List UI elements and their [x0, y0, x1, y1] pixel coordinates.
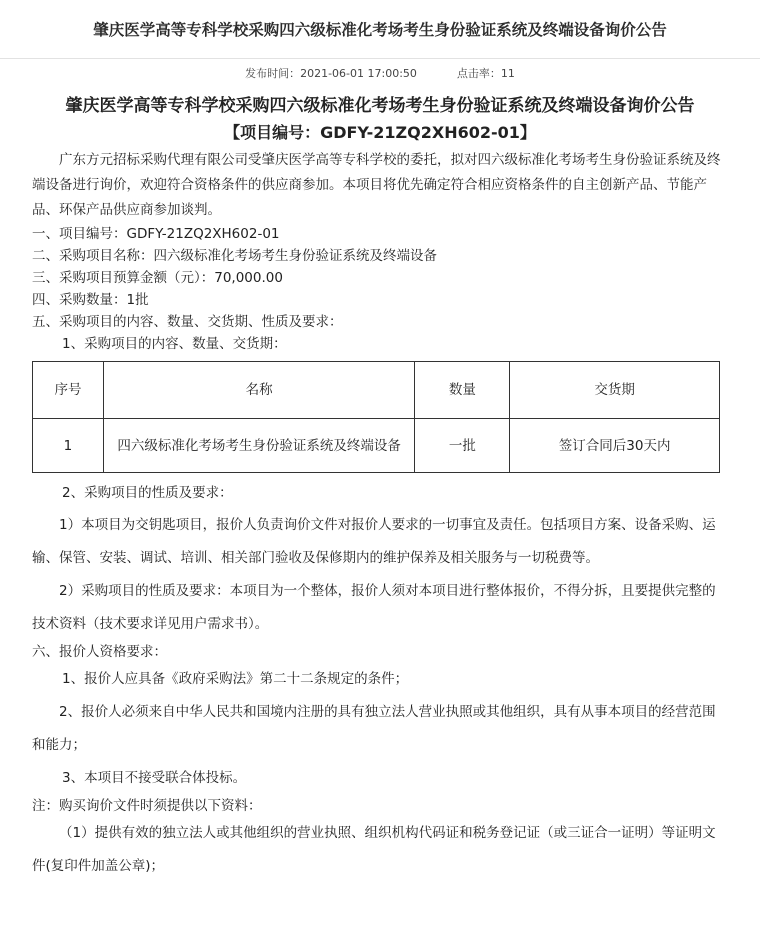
section-6: 六、报价人资格要求：	[32, 644, 167, 660]
table-header-row	[33, 362, 720, 419]
table-row	[33, 419, 720, 473]
article-title: 肇庆医学高等专科学校采购四六级标准化考场考生身份验证系统及终端设备询价公告	[65, 96, 695, 116]
table-header-cell: 交货期	[510, 362, 720, 419]
note-title: 注：购买询价文件时须提供以下资料：	[32, 798, 262, 814]
section-6-3: 3、本项目不接受联合体投标。	[62, 770, 247, 786]
procurement-table	[32, 361, 720, 473]
click-count: 点击率：11	[456, 67, 515, 80]
section-5: 五、采购项目的内容、数量、交货期、性质及要求：	[32, 314, 343, 330]
section-4: 四、采购数量：1批	[32, 292, 149, 308]
section-6-1: 1、报价人应具备《政府采购法》第二十二条规定的条件；	[62, 671, 409, 687]
note-item-1: （1）提供有效的独立法人或其他组织的营业执照、组织机构代码证和税务登记证（或三证合一证明）等证明文件(复印件加盖公章)；	[32, 825, 716, 874]
table-cell: 一批	[415, 419, 510, 473]
section-5-2-2: 2）采购项目的性质及要求：本项目为一个整体，报价人须对本项目进行整体报价，不得分拆，且要提供完整的技术资料（技术要求详见用户需求书）。	[32, 583, 716, 632]
section-1: 一、项目编号：GDFY-21ZQ2XH602-01	[32, 226, 280, 242]
page-header-title: 肇庆医学高等专科学校采购四六级标准化考场考生身份验证系统及终端设备询价公告	[0, 0, 760, 59]
section-3: 三、采购项目预算金额（元）：70,000.00	[32, 270, 283, 286]
table-cell: 签订合同后30天内	[510, 419, 720, 473]
section-5-2-1: 1）本项目为交钥匙项目，报价人负责询价文件对报价人要求的一切事宜及责任。包括项目方案、设备采购、运输、保管、安装、调试、培训、相关部门验收及保修期内的维护保养及相关服务与一切税费等。	[32, 517, 716, 566]
table-cell: 1	[33, 419, 104, 473]
table-cell: 四六级标准化考场考生身份验证系统及终端设备	[103, 419, 415, 473]
section-2: 二、采购项目名称：四六级标准化考场考生身份验证系统及终端设备	[32, 248, 437, 264]
publish-time: 发布时间：2021-06-01 17:00:50	[245, 67, 417, 80]
table-header-cell: 名称	[103, 362, 415, 419]
table-header-cell: 数量	[415, 362, 510, 419]
section-5-1: 1、采购项目的内容、数量、交货期：	[62, 336, 287, 352]
section-5-2: 2、采购项目的性质及要求：	[62, 485, 233, 501]
article-meta	[0, 59, 760, 87]
intro-paragraph: 广东方元招标采购代理有限公司受肇庆医学高等专科学校的委托，拟对四六级标准化考场考生身份验证系统及终端设备进行询价，欢迎符合资格条件的供应商参加。本项目将优先确定符合相应资格条件的自主创新产品、节能产品、环保产品供应商参加谈判。	[32, 152, 721, 218]
project-number: 【项目编号：GDFY-21ZQ2XH602-01】	[224, 123, 536, 142]
section-6-2: 2、报价人必须来自中华人民共和国境内注册的具有独立法人营业执照或其他组织，具有从事本项目的经营范围和能力；	[32, 704, 716, 753]
table-header-cell: 序号	[33, 362, 104, 419]
article-body	[0, 148, 760, 883]
